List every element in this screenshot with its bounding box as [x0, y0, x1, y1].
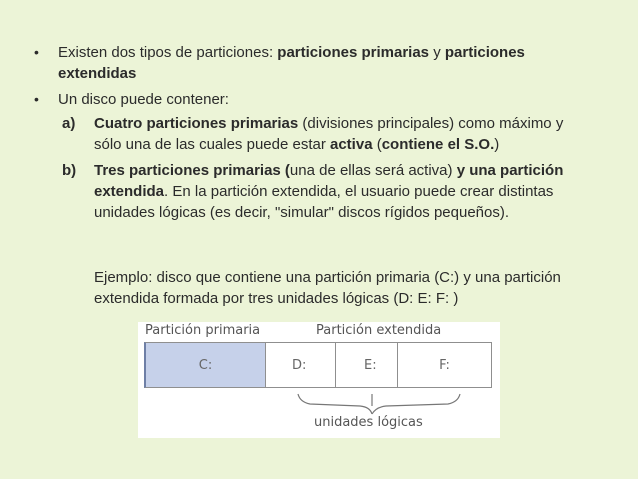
bold-text: particiones extendidas: [58, 44, 525, 82]
bullet-disk-contents: [58, 89, 578, 110]
bold-text: Cuatro particiones primarias: [94, 115, 299, 132]
bullet-marker: •: [34, 91, 39, 107]
left-brace-line: [298, 394, 372, 414]
text: Existen dos tipos de particiones:: [58, 44, 278, 61]
partition-diagram: [138, 322, 500, 438]
bold-text: contiene el S.O.: [381, 136, 495, 153]
label-primary-partition: Partición primaria: [145, 323, 261, 338]
text: (divisiones principales) como máximo y sólo una de las cuales puede estar: [94, 115, 564, 153]
label-extended-partition: Partición extendida: [316, 323, 442, 338]
segment-e: E:: [336, 343, 398, 387]
right-brace-line: [372, 394, 460, 414]
item-marker-a: a): [62, 115, 76, 132]
bullet-partition-types: [58, 42, 578, 84]
bold-text: particiones primarias: [277, 44, 430, 61]
item-a: [94, 113, 594, 155]
text: . En la partición extendida, el usuario puede crear distintas unidades lógicas (es decir, "simular" discos rígidos pequeños).: [94, 183, 554, 221]
item-marker-b: b): [62, 162, 77, 179]
bold-text: Tres particiones primarias (: [94, 162, 290, 179]
label-logical-units: unidades lógicas: [314, 415, 423, 430]
example-text: Ejemplo: disco que contiene una partición primaria (C:) y una partición extendida formada por tres unidades lógicas (D: E: F: ): [94, 269, 561, 307]
segment-c: C:: [146, 343, 266, 387]
segment-d: D:: [266, 343, 336, 387]
text: (: [372, 136, 382, 153]
text: ): [494, 136, 500, 153]
text: y: [429, 44, 445, 61]
segment-f: F:: [398, 343, 491, 387]
text: Un disco puede contener:: [58, 91, 229, 108]
bullet-marker: •: [34, 44, 39, 60]
item-b: [94, 160, 594, 223]
text: una de ellas será activa): [289, 162, 457, 179]
bold-text: activa: [330, 136, 373, 153]
bold-text: y una partición extendida: [94, 162, 564, 200]
